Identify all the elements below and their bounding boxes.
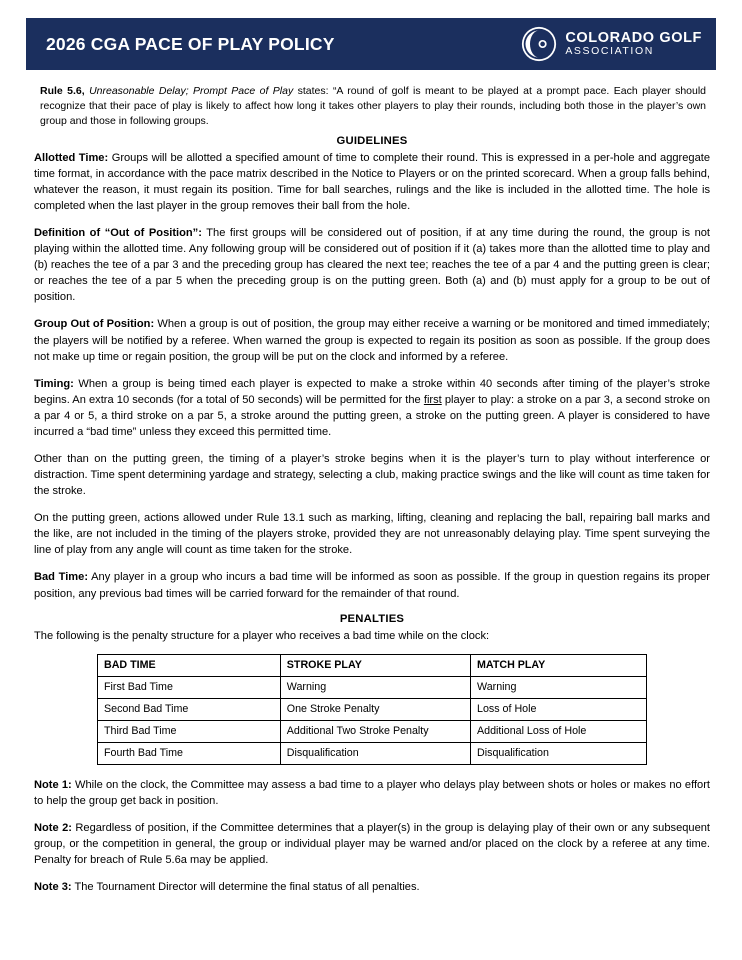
group-out-of-position-paragraph — [34, 316, 710, 364]
note-2-text: Regardless of position, if the Committee determines that a player(s) in the group is delaying play of their own or any subsequent group, or the competition in general, the group or individual player may be warned and/or placed on the clock by a referee at any time. Penalty for breach of Rule 5.6a may be applied. — [34, 821, 711, 866]
cell-stroke-play: Additional Two Stroke Penalty — [280, 720, 470, 742]
note-1-label: Note 1: — [34, 778, 72, 791]
table-row — [98, 742, 647, 764]
table-row — [98, 698, 647, 720]
group-out-of-position-text: When a group is out of position, the group may either receive a warning or be monitored and timed immediately; the players will be notified by a referee. When warned the group is expected to regain its position as soon as possible. If the group does not make up time or regain position, the group will be put on the clock and informed by a referee. — [34, 318, 710, 363]
page-title: 2026 CGA PACE OF PLAY POLICY — [46, 33, 335, 54]
note-2-paragraph — [34, 820, 710, 868]
group-out-of-position-label: Group Out of Position: — [34, 318, 155, 331]
table-header-bad-time: BAD TIME — [98, 654, 281, 676]
logo-line-2: ASSOCIATION — [565, 45, 654, 58]
logo-text — [565, 31, 702, 56]
bad-time-paragraph — [34, 569, 710, 601]
rule-quote-paragraph — [34, 84, 710, 129]
note-3-paragraph — [34, 879, 710, 895]
cell-match-play: Additional Loss of Hole — [471, 720, 647, 742]
header-banner — [26, 18, 716, 70]
note-1-text: While on the clock, the Committee may assess a bad time to a player who delays play between shots or holes or makes no effort to help the group get back in position. — [34, 778, 710, 807]
guidelines-heading: GUIDELINES — [336, 134, 408, 147]
cell-stroke-play: One Stroke Penalty — [280, 698, 470, 720]
cell-stroke-play: Disqualification — [280, 742, 470, 764]
timing-paragraph — [34, 376, 710, 440]
cell-bad-time: Third Bad Time — [98, 720, 281, 742]
rule-title-italic: Unreasonable Delay; Prompt Pace of Play — [89, 85, 294, 97]
bad-time-text: Any player in a group who incurs a bad time will be informed as soon as possible. If the group in question regains its proper position, any previous bad times will be carried forward for the remainder of that round. — [34, 571, 710, 600]
table-row — [98, 720, 647, 742]
cell-stroke-play: Warning — [280, 676, 470, 698]
rule-prefix: Rule 5.6, — [40, 85, 85, 97]
cell-match-play: Loss of Hole — [471, 698, 647, 720]
note-3-label: Note 3: — [34, 881, 72, 894]
allotted-time-text: Groups will be allotted a specified amount of time to complete their round. This is expressed in a per-hole and aggregate time format, in accordance with the pace matrix described in the Notice to Players or on the printed scorecard. When a group falls behind, whatever the reason, it must regain its position. Time for ball searches, rulings and the like is included in the allotted time. The hole is completed when the last player in the group removes their ball from the hole. — [34, 151, 711, 212]
cell-bad-time: First Bad Time — [98, 676, 281, 698]
document-body — [34, 84, 710, 906]
table-row — [98, 676, 647, 698]
penalties-intro: The following is the penalty structure for a player who receives a bad time while on the clock: — [34, 629, 490, 642]
colorado-golf-association-logo-icon — [521, 26, 557, 62]
penalty-table — [97, 654, 647, 765]
table-header-match-play: MATCH PLAY — [471, 654, 647, 676]
penalty-table-wrapper — [34, 654, 710, 765]
cell-bad-time: Fourth Bad Time — [98, 742, 281, 764]
out-of-position-paragraph — [34, 225, 710, 305]
cga-logo — [521, 26, 702, 62]
table-header-stroke-play: STROKE PLAY — [280, 654, 470, 676]
timing-underlined-word: first — [423, 393, 442, 406]
timing-text-2: player to play: a stroke on a par 3, a second stroke on a par 4 or 5, a third stroke on a par 5, a stroke around the putting green, a stroke on the putting green. A player is considered to have incurred a “bad time” unless they exceed this permitted time. — [34, 393, 710, 438]
out-of-position-text: The first groups will be considered out of position, if at any time during the round, the group is not playing within the allotted time. Any following group will be considered out of position if it (a) takes more than the allotted time to play and (b) reaches the tee of a par 3 and the preceding group has cleared the next tee; reaches the tee of a par 4 and the putting green is clear; or reaches the tee of a par 5 when the preceding group is on the putting green. Both (a) and (b) must apply for a group to be out of position. — [34, 227, 711, 304]
bad-time-label: Bad Time: — [34, 571, 89, 584]
timing-paragraph-3: On the putting green, actions allowed under Rule 13.1 such as marking, lifting, cleaning and replacing the ball, repairing ball marks and the like, are not included in the timing of the players stroke, provided they are not unreasonably delaying play. Time spent surveying the line of play from any angle will count as time taken for the stroke. — [34, 512, 710, 557]
table-header-row — [98, 654, 647, 676]
note-1-paragraph — [34, 777, 710, 809]
note-3-text: The Tournament Director will determine the final status of all penalties. — [71, 881, 420, 894]
timing-label: Timing: — [34, 377, 74, 390]
rule-quote-text: states: “A round of golf is meant to be played at a prompt pace. Each player should recognize that their pace of play is likely to affect how long it takes other players to play their rounds, including both those in the player’s own group and those in following groups. — [40, 85, 707, 127]
cell-match-play: Disqualification — [471, 742, 647, 764]
penalties-heading: PENALTIES — [339, 612, 405, 625]
cell-match-play: Warning — [471, 676, 647, 698]
cell-bad-time: Second Bad Time — [98, 698, 281, 720]
timing-paragraph-2: Other than on the putting green, the timing of a player’s stroke begins when it is the player’s turn to play without interference or distraction. Time spent determining yardage and strategy, selecting a club, making practice swings and the like will count as time taken for the stroke. — [34, 452, 710, 498]
note-2-label: Note 2: — [34, 821, 72, 834]
allotted-time-label: Allotted Time: — [34, 151, 109, 164]
out-of-position-label: Definition of “Out of Position”: — [34, 227, 202, 240]
timing-text-1: When a group is being timed each player is expected to make a stroke within 40 seconds after timing of the player’s stroke begins. An extra 10 seconds (for a total of 50 seconds) will be permitted for the — [34, 377, 710, 406]
allotted-time-paragraph — [34, 150, 710, 214]
logo-line-1: COLORADO GOLF — [565, 30, 702, 47]
